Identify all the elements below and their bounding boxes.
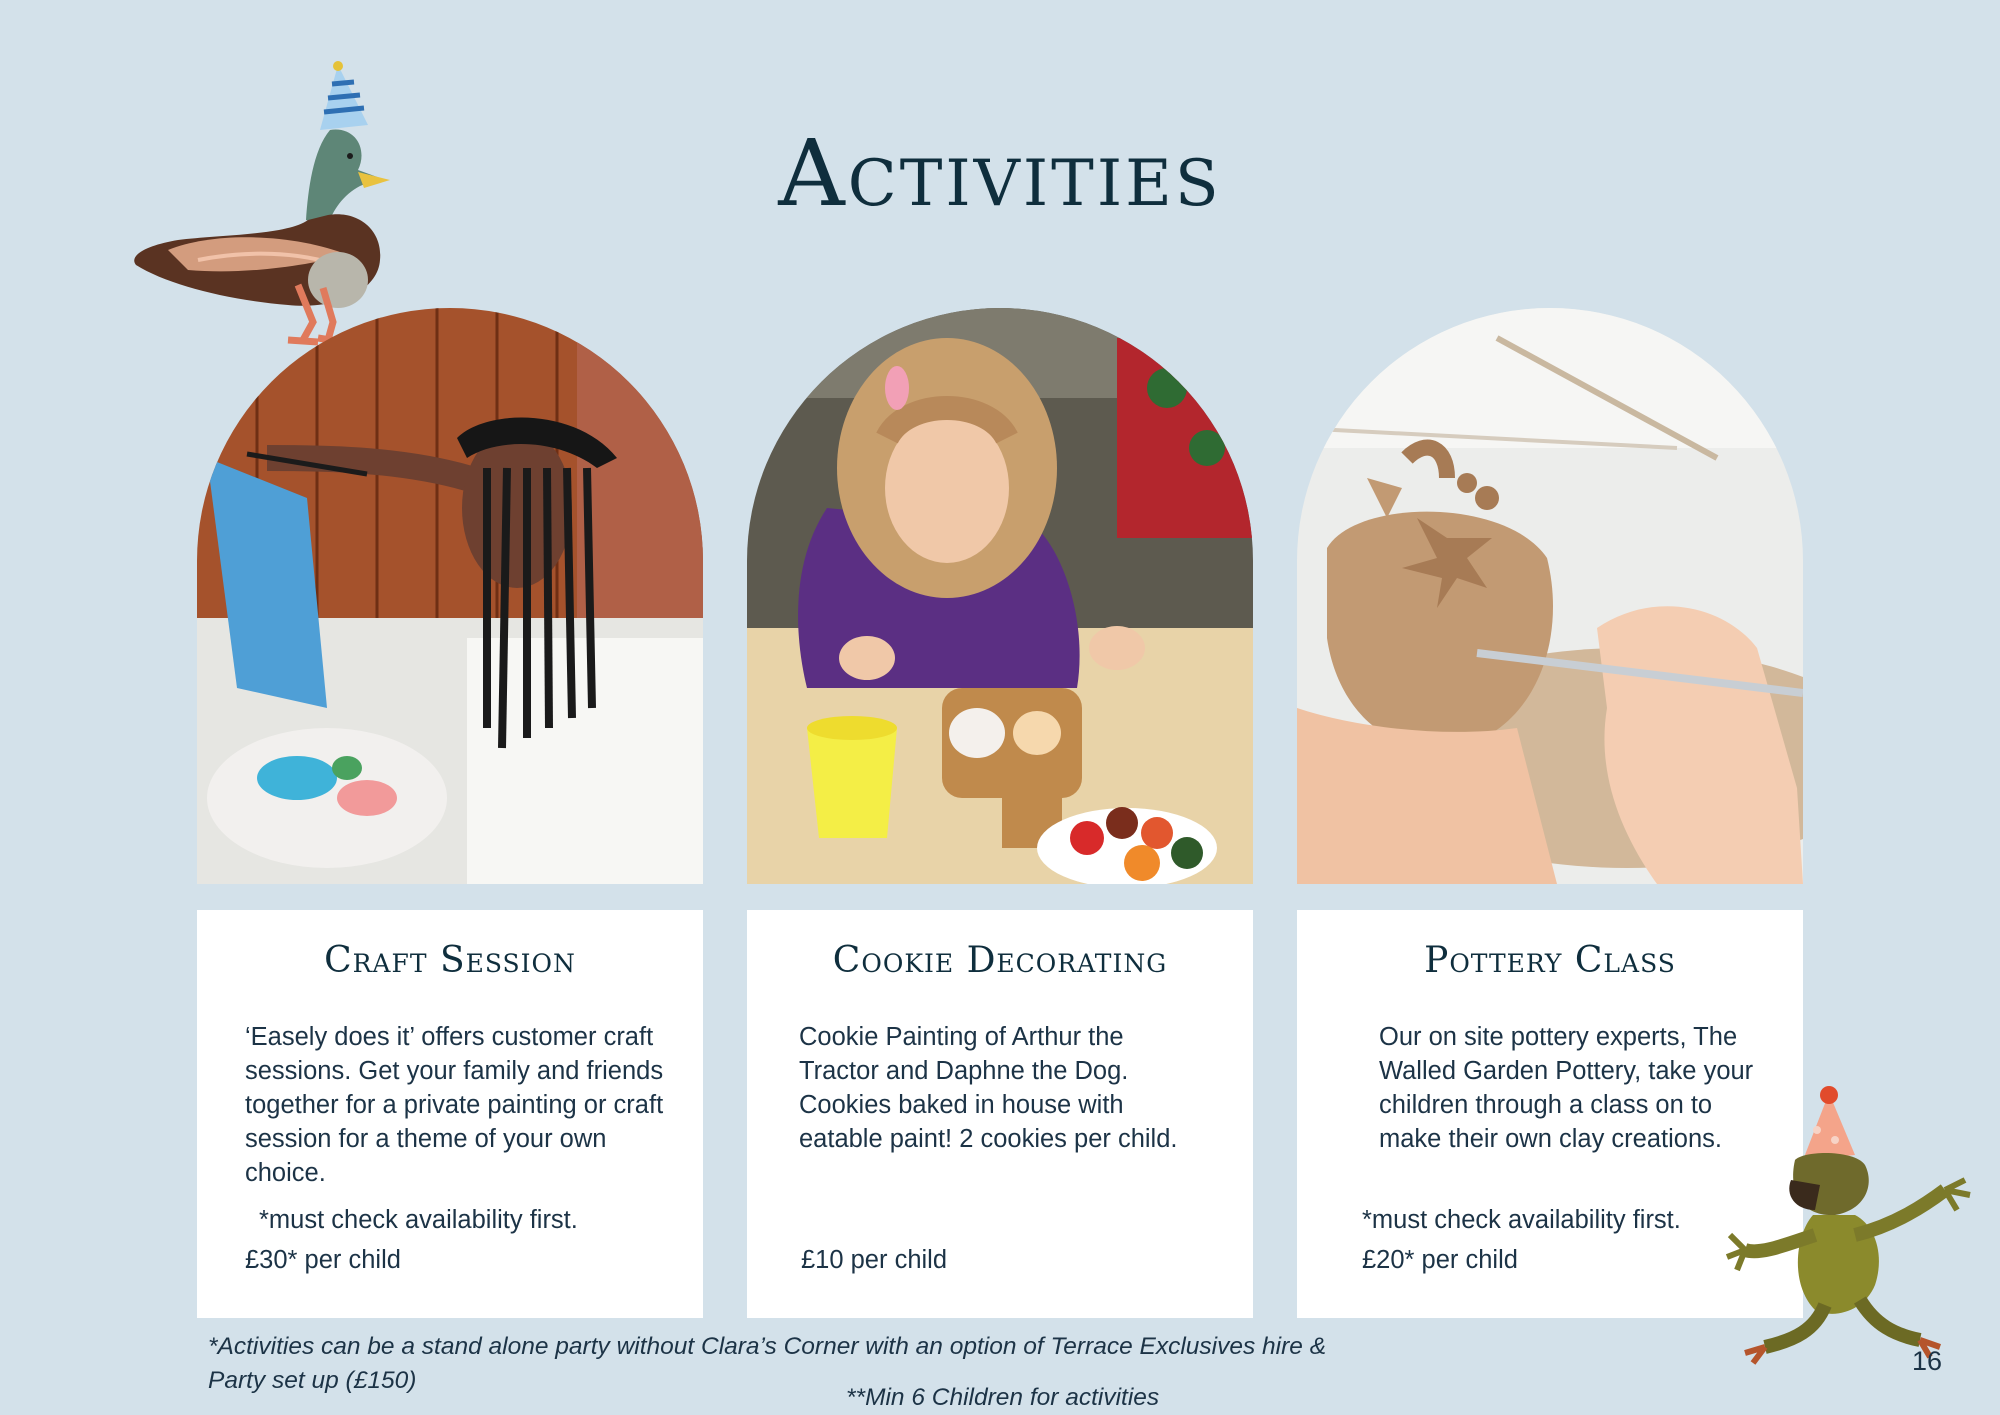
card-title: Pottery Class [1424,940,1676,981]
card-title: Cookie Decorating [832,940,1168,981]
price: £30* per child [245,1246,401,1274]
availability-note: *must check availability first. [1362,1206,1681,1234]
page-number: 16 [1912,1346,1943,1376]
duck-party-hat-icon [128,60,418,355]
frog-party-hat-icon [1725,1085,1975,1365]
pottery-class-photo [1297,308,1803,884]
cookie-decorating-card [747,910,1253,1318]
price: £10 per child [801,1246,948,1274]
card-title: Craft Session [324,940,576,981]
card-description: Our on site pottery experts, The Walled Garden Pottery, take your children through a class on to make their own clay creations. [1379,1023,1754,1153]
cookie-decorating-photo [747,308,1253,884]
minimum-children-footnote: **Min 6 Children for activities [846,1384,1160,1411]
craft-session-photo [197,308,703,884]
stand-alone-footnote: *Activities can be a stand alone party without Clara’s Corner with an option of Terrace Exclusives hire & Party set up (£150) [208,1333,1327,1394]
page-title: Activities [778,120,1222,227]
craft-session-card [197,910,703,1318]
availability-note: *must check availability first. [259,1206,578,1234]
price: £20* per child [1362,1246,1518,1274]
card-description: Cookie Painting of Arthur the Tractor and Daphne the Dog. Cookies baked in house with eatable paint! 2 cookies per child. [799,1023,1178,1153]
card-description: ‘Easely does it’ offers customer craft sessions. Get your family and friends together for a private painting or craft session for a theme of your own choice. [245,1023,664,1187]
